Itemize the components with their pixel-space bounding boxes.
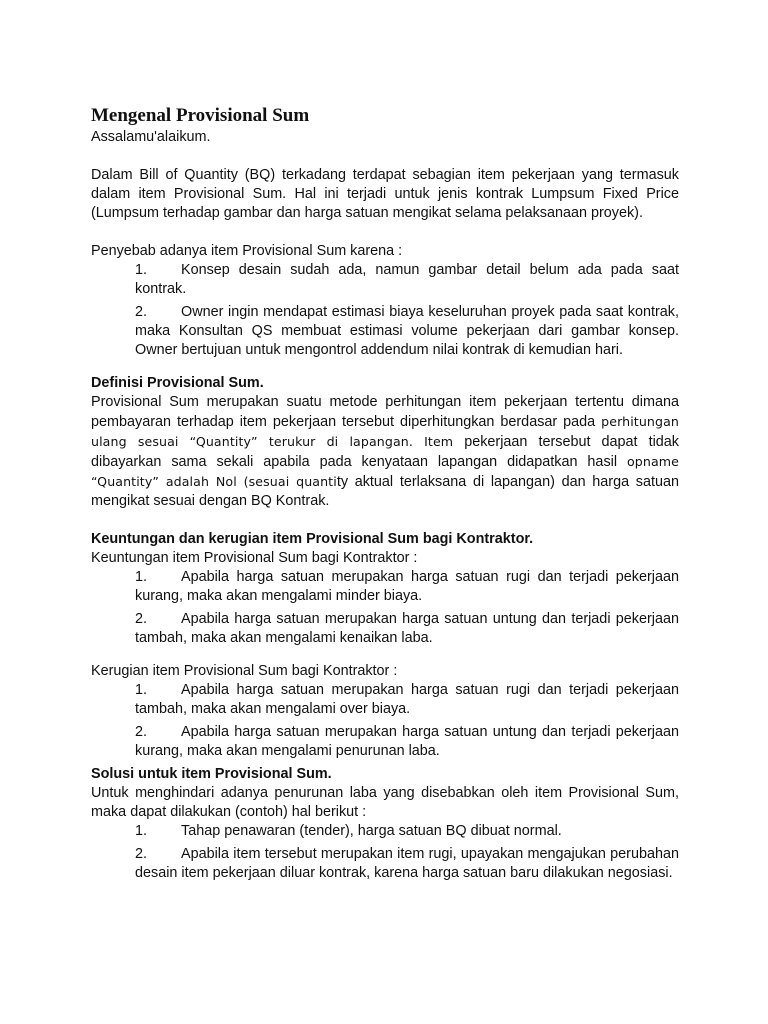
cause-list (91, 261, 679, 360)
list-text: Apabila harga satuan merupakan harga satuan untung dan terjadi pekerjaan kurang, maka akan mengalami penurunan laba. (135, 724, 679, 759)
losses-list (91, 681, 679, 761)
solutions-list (91, 822, 679, 883)
definition-paragraph (91, 393, 679, 511)
pros-cons-heading: Keuntungan dan kerugian item Provisional Sum bagi Kontraktor. (91, 531, 534, 547)
document-title: Mengenal Provisional Sum (91, 105, 310, 126)
list-item (135, 261, 679, 299)
list-number: 2. (135, 611, 148, 627)
list-text: Apabila harga satuan merupakan harga satuan untung dan terjadi pekerjaan tambah, maka akan mengalami kenaikan laba. (135, 611, 679, 646)
list-item (135, 681, 679, 719)
definition-text: ty aktual terlaksana di lapangan) dan harga satuan mengikat sesuai dengan BQ Kontrak. (91, 474, 680, 509)
greeting-text: Assalamu'alaikum. (91, 129, 211, 145)
losses-lead-text: Kerugian item Provisional Sum bagi Kontraktor : (91, 663, 398, 679)
definition-text: Provisional Sum merupakan suatu metode perhitungan item pekerjaan tertentu dimana pembayaran terhadap item pekerjaan tersebut diperhitungkan berdasar pada (91, 394, 679, 430)
list-text: Tahap penawaran (tender), harga satuan BQ dibuat normal. (181, 823, 562, 839)
list-text: Apabila harga satuan merupakan harga satuan rugi dan terjadi pekerjaan kurang, maka akan mengalami minder biaya. (135, 569, 679, 604)
list-number: 2. (135, 304, 148, 320)
list-item (135, 568, 679, 606)
list-number: 2. (135, 724, 148, 740)
intro-paragraph: Dalam Bill of Quantity (BQ) terkadang terdapat sebagian item pekerjaan yang termasuk dalam item Provisional Sum. Hal ini terjadi untuk jenis kontrak Lumpsum Fixed Price (Lumpsum terhadap gambar dan harga satuan mengikat selama pelaksanaan proyek). (91, 167, 679, 221)
solution-lead-text: Untuk menghindari adanya penurunan laba yang disebabkan oleh item Provisional Sum, maka dapat dilakukan (contoh) hal berikut : (91, 785, 679, 820)
list-number: 1. (135, 823, 148, 839)
list-number: 1. (135, 262, 148, 278)
list-text: Owner ingin mendapat estimasi biaya keseluruhan proyek pada saat kontrak, maka Konsultan QS membuat estimasi volume pekerjaan dari gambar konsep. Owner bertujuan untuk mengontrol addendum nilai kontrak di kemudian hari. (135, 304, 679, 358)
list-item (135, 822, 679, 841)
benefits-list (91, 568, 679, 648)
list-text: Konsep desain sudah ada, namun gambar detail belum ada pada saat kontrak. (135, 262, 679, 297)
benefits-lead-text: Keuntungan item Provisional Sum bagi Kontraktor : (91, 550, 418, 566)
solution-heading: Solusi untuk item Provisional Sum. (91, 766, 332, 782)
list-text: Apabila item tersebut merupakan item rugi, upayakan mengajukan perubahan desain item pekerjaan diluar kontrak, karena harga satuan baru dilakukan negosiasi. (135, 846, 679, 881)
list-number: 1. (135, 569, 148, 585)
list-item (135, 303, 679, 360)
document-page (91, 104, 679, 887)
cause-lead-text: Penyebab adanya item Provisional Sum karena : (91, 243, 403, 259)
list-item (135, 845, 679, 883)
definition-heading: Definisi Provisional Sum. (91, 375, 264, 391)
definition-text: perhitungan ulang sesuai “Quantity” terukur di lapangan. Item (91, 414, 679, 449)
definition-text: opname “Quantity” adalah Nol (sesuai quanti (91, 454, 679, 489)
definition-text: pekerjaan tersebut dapat tidak dibayarkan sama sekali apabila pada kenyataan lapangan didapatkan hasil (91, 434, 679, 470)
list-number: 2. (135, 846, 148, 862)
list-item (135, 610, 679, 648)
list-item (135, 723, 679, 761)
list-text: Apabila harga satuan merupakan harga satuan rugi dan terjadi pekerjaan tambah, maka akan mengalami over biaya. (135, 682, 679, 717)
list-number: 1. (135, 682, 148, 698)
